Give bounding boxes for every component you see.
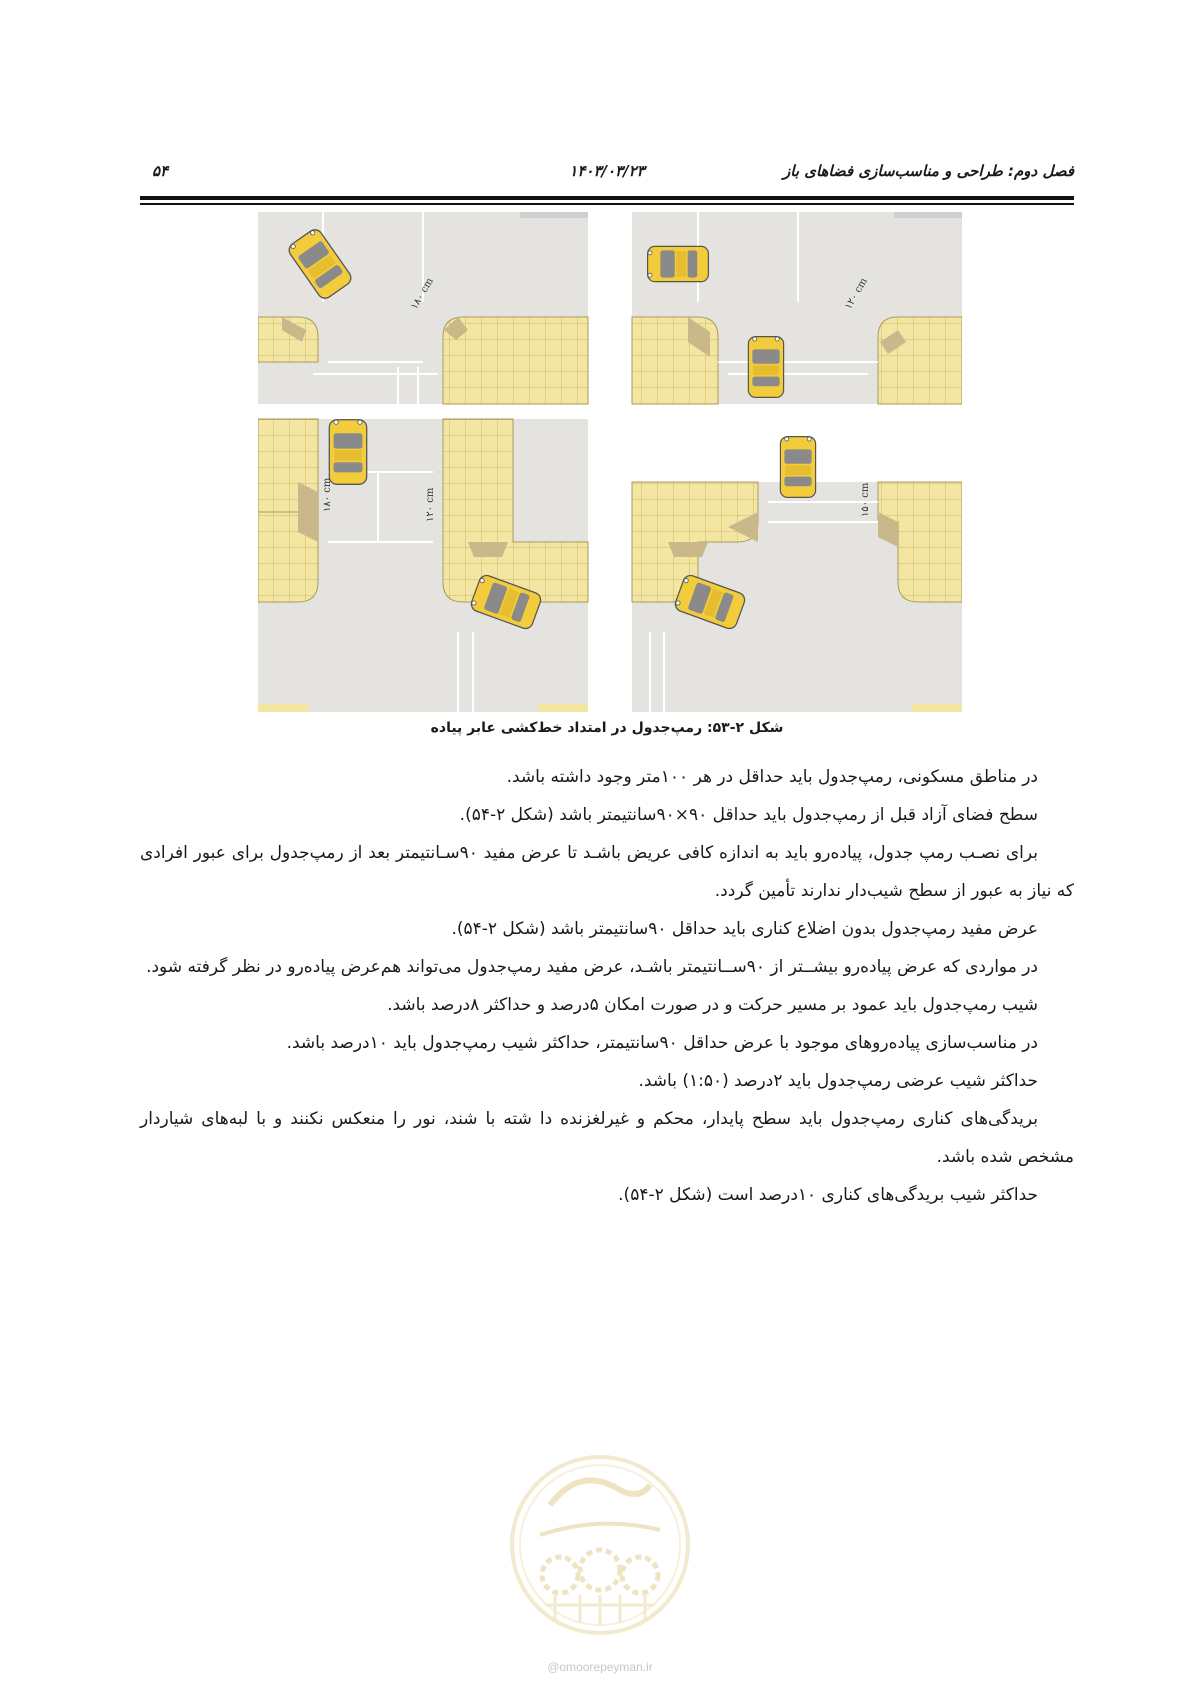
figure-caption: شکل ۲-۵۳: رمپ‌جدول در امتداد خط‌کشی عابر پیاده — [430, 720, 784, 736]
paragraph: عرض مفید رمپ‌جدول بدون اضلاع کناری باید حداقل ۹۰سانتیمتر باشد (شکل ۲-۵۴). — [451, 919, 1038, 939]
paragraph: حداکثر شیب بریدگی‌های کناری ۱۰درصد است (شکل ۲-۵۴). — [618, 1185, 1038, 1205]
paragraph: حداکثر شیب عرضی رمپ‌جدول باید ۲درصد (۱:۵۰) باشد. — [638, 1071, 1038, 1091]
dimension-label: ۱۵۰ cm — [860, 482, 871, 517]
dimension-label: ۱۲۰ cm — [425, 487, 436, 522]
paragraph: برای نصـب رمپ جدول، پیاده‌رو باید به اندازه کافی عریض باشـد تا عرض مفید ۹۰سـانتیمتر بعد از رمپ‌جدول برای عبور افرادی که نیاز به عبور از سطح شیب‌دار ندارند تأمین گردد. — [140, 843, 1074, 901]
dimension-label: ۱۸۰ cm — [322, 477, 333, 512]
figure-curb-ramps — [258, 212, 962, 712]
panel-bottom-left — [258, 419, 588, 712]
watermark-url: @omoorepeyman.ir — [547, 1660, 653, 1674]
page-number: ۵۴ — [152, 162, 169, 180]
paragraph: در مناطق مسکونی، رمپ‌جدول باید حداقل در هر ۱۰۰متر وجود داشته باشد. — [506, 767, 1038, 787]
paragraph: در مناسب‌سازی پیاده‌روهای موجود با عرض حداقل ۹۰سانتیمتر، حداکثر شیب رمپ‌جدول باید ۱۰درصد باشد. — [286, 1033, 1038, 1053]
watermark-logo — [500, 1445, 700, 1660]
header-rule-thin — [140, 203, 1074, 205]
paragraph: در مواردی که عرض پیاده‌رو بیشــتر از ۹۰ســانتیمتر باشـد، عرض مفید رمپ‌جدول می‌تواند هم‌عرض پیاده‌رو در نظر گرفته شود. — [146, 957, 1038, 977]
panel-top-left — [258, 212, 588, 404]
paragraph: شیب رمپ‌جدول باید عمود بر مسیر حرکت و در صورت امکان ۵درصد و حداکثر ۸درصد باشد. — [387, 995, 1038, 1015]
chapter-title: فصل دوم: طراحی و مناسب‌سازی فضاهای باز — [783, 162, 1074, 180]
header-date: ۱۴۰۳/۰۳/۲۳ — [569, 162, 645, 180]
panel-top-right — [632, 212, 962, 404]
car-icon — [748, 337, 783, 398]
panel-bottom-right — [632, 437, 962, 712]
dimension-label: ۱۸۰ cm — [409, 276, 436, 312]
body-text — [140, 758, 1074, 1214]
page-header — [140, 158, 1074, 188]
car-icon — [780, 437, 815, 498]
dimension-label: ۱۲۰ cm — [843, 276, 870, 312]
car-icon — [648, 246, 709, 281]
header-rule-thick — [140, 196, 1074, 200]
paragraph: بریدگی‌های کناری رمپ‌جدول باید سطح پایدار، محکم و غیرلغزنده دا شته با شند، نور را منعکس نکنند و با لبه‌های شیاردار مشخص شده باشد. — [140, 1109, 1074, 1167]
car-icon — [329, 420, 366, 485]
paragraph: سطح فضای آزاد قبل از رمپ‌جدول باید حداقل ۹۰×۹۰سانتیمتر باشد (شکل ۲-۵۴). — [459, 805, 1038, 825]
